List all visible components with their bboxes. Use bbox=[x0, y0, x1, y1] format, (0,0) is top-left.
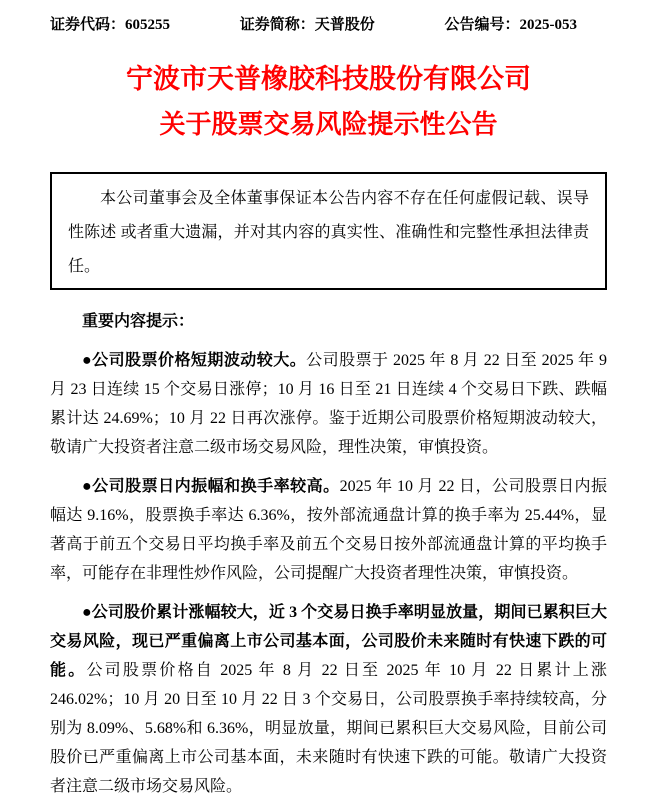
stock-short-name: 证券简称：天普股份 bbox=[239, 17, 375, 33]
bullet-body-text: 2025 年 10 月 22 日，公司股票日内振幅达 9.16%，股票换手率达 6.36%，按外部流通盘计算的换手率为 25.44%，显著高于前五个交易日平均换手率及前五个交易日按外部流通盘计算的平均换手率，可能存在非理性炒作风险，公司提醒广大投资者理性决策，审慎投资。 bbox=[50, 478, 607, 582]
announcement-number: 公告编号：2025-053 bbox=[444, 17, 577, 33]
board-declaration-text: 本公司董事会及全体董事保证本公告内容不存在任何虚假记载、误导性陈述 或者重大遗漏，并对其内容的真实性、准确性和完整性承担法律责任。 bbox=[68, 190, 589, 275]
announcement-title: 关于股票交易风险提示性公告 bbox=[159, 110, 498, 139]
bullet-body-text: 公司股票价格自 2025 年 8 月 22 日至 2025 年 10 月 22 日累计上涨 246.02%；10 月 20 日至 10 月 22 日 3 个交易日，公司股票换手率持续较高，分别为 8.09%、5.68%和 6.36%，明显放量，期间已累积巨大交易风险，目前公司股价已严重偏离上市公司基本面，未来随时有快速下跌的可能。敬请广大投资者注意二级市场交易风险。 bbox=[50, 662, 607, 795]
risk-bullet-price-volatility bbox=[50, 346, 607, 462]
board-declaration-box bbox=[50, 172, 607, 290]
risk-bullet-turnover bbox=[50, 472, 607, 588]
bullet-lead-bold: ●公司股价累计涨幅较大，近 3 个交易日换手率明显放量，期间已累积巨大交易风险，现已严重偏离上市公司基本面，公司股价未来随时有快速下跌的可能。 bbox=[50, 604, 607, 679]
important-notes-heading: 重要内容提示： bbox=[82, 313, 195, 330]
page-title bbox=[50, 56, 607, 148]
securities-header bbox=[50, 14, 607, 36]
bullet-lead-bold: ●公司股票日内振幅和换手率较高。 bbox=[82, 478, 340, 495]
bullet-body-text: 公司股票于 2025 年 8 月 22 日至 2025 年 9 月 23 日连续 15 个交易日涨停；10 月 16 日至 21 日连续 4 个交易日下跌、跌幅累计达 24.69%；10 月 22 日再次涨停。鉴于近期公司股票价格短期波动较大，敬请广大投资者注意二级市场交易风险，理性决策，审慎投资。 bbox=[50, 352, 607, 456]
bullet-lead-bold: ●公司股票价格短期波动较大。 bbox=[82, 352, 307, 369]
stock-code: 证券代码：605255 bbox=[50, 17, 171, 33]
company-name-title: 宁波市天普橡胶科技股份有限公司 bbox=[126, 64, 531, 94]
risk-bullet-cumulative-gain bbox=[50, 598, 607, 801]
